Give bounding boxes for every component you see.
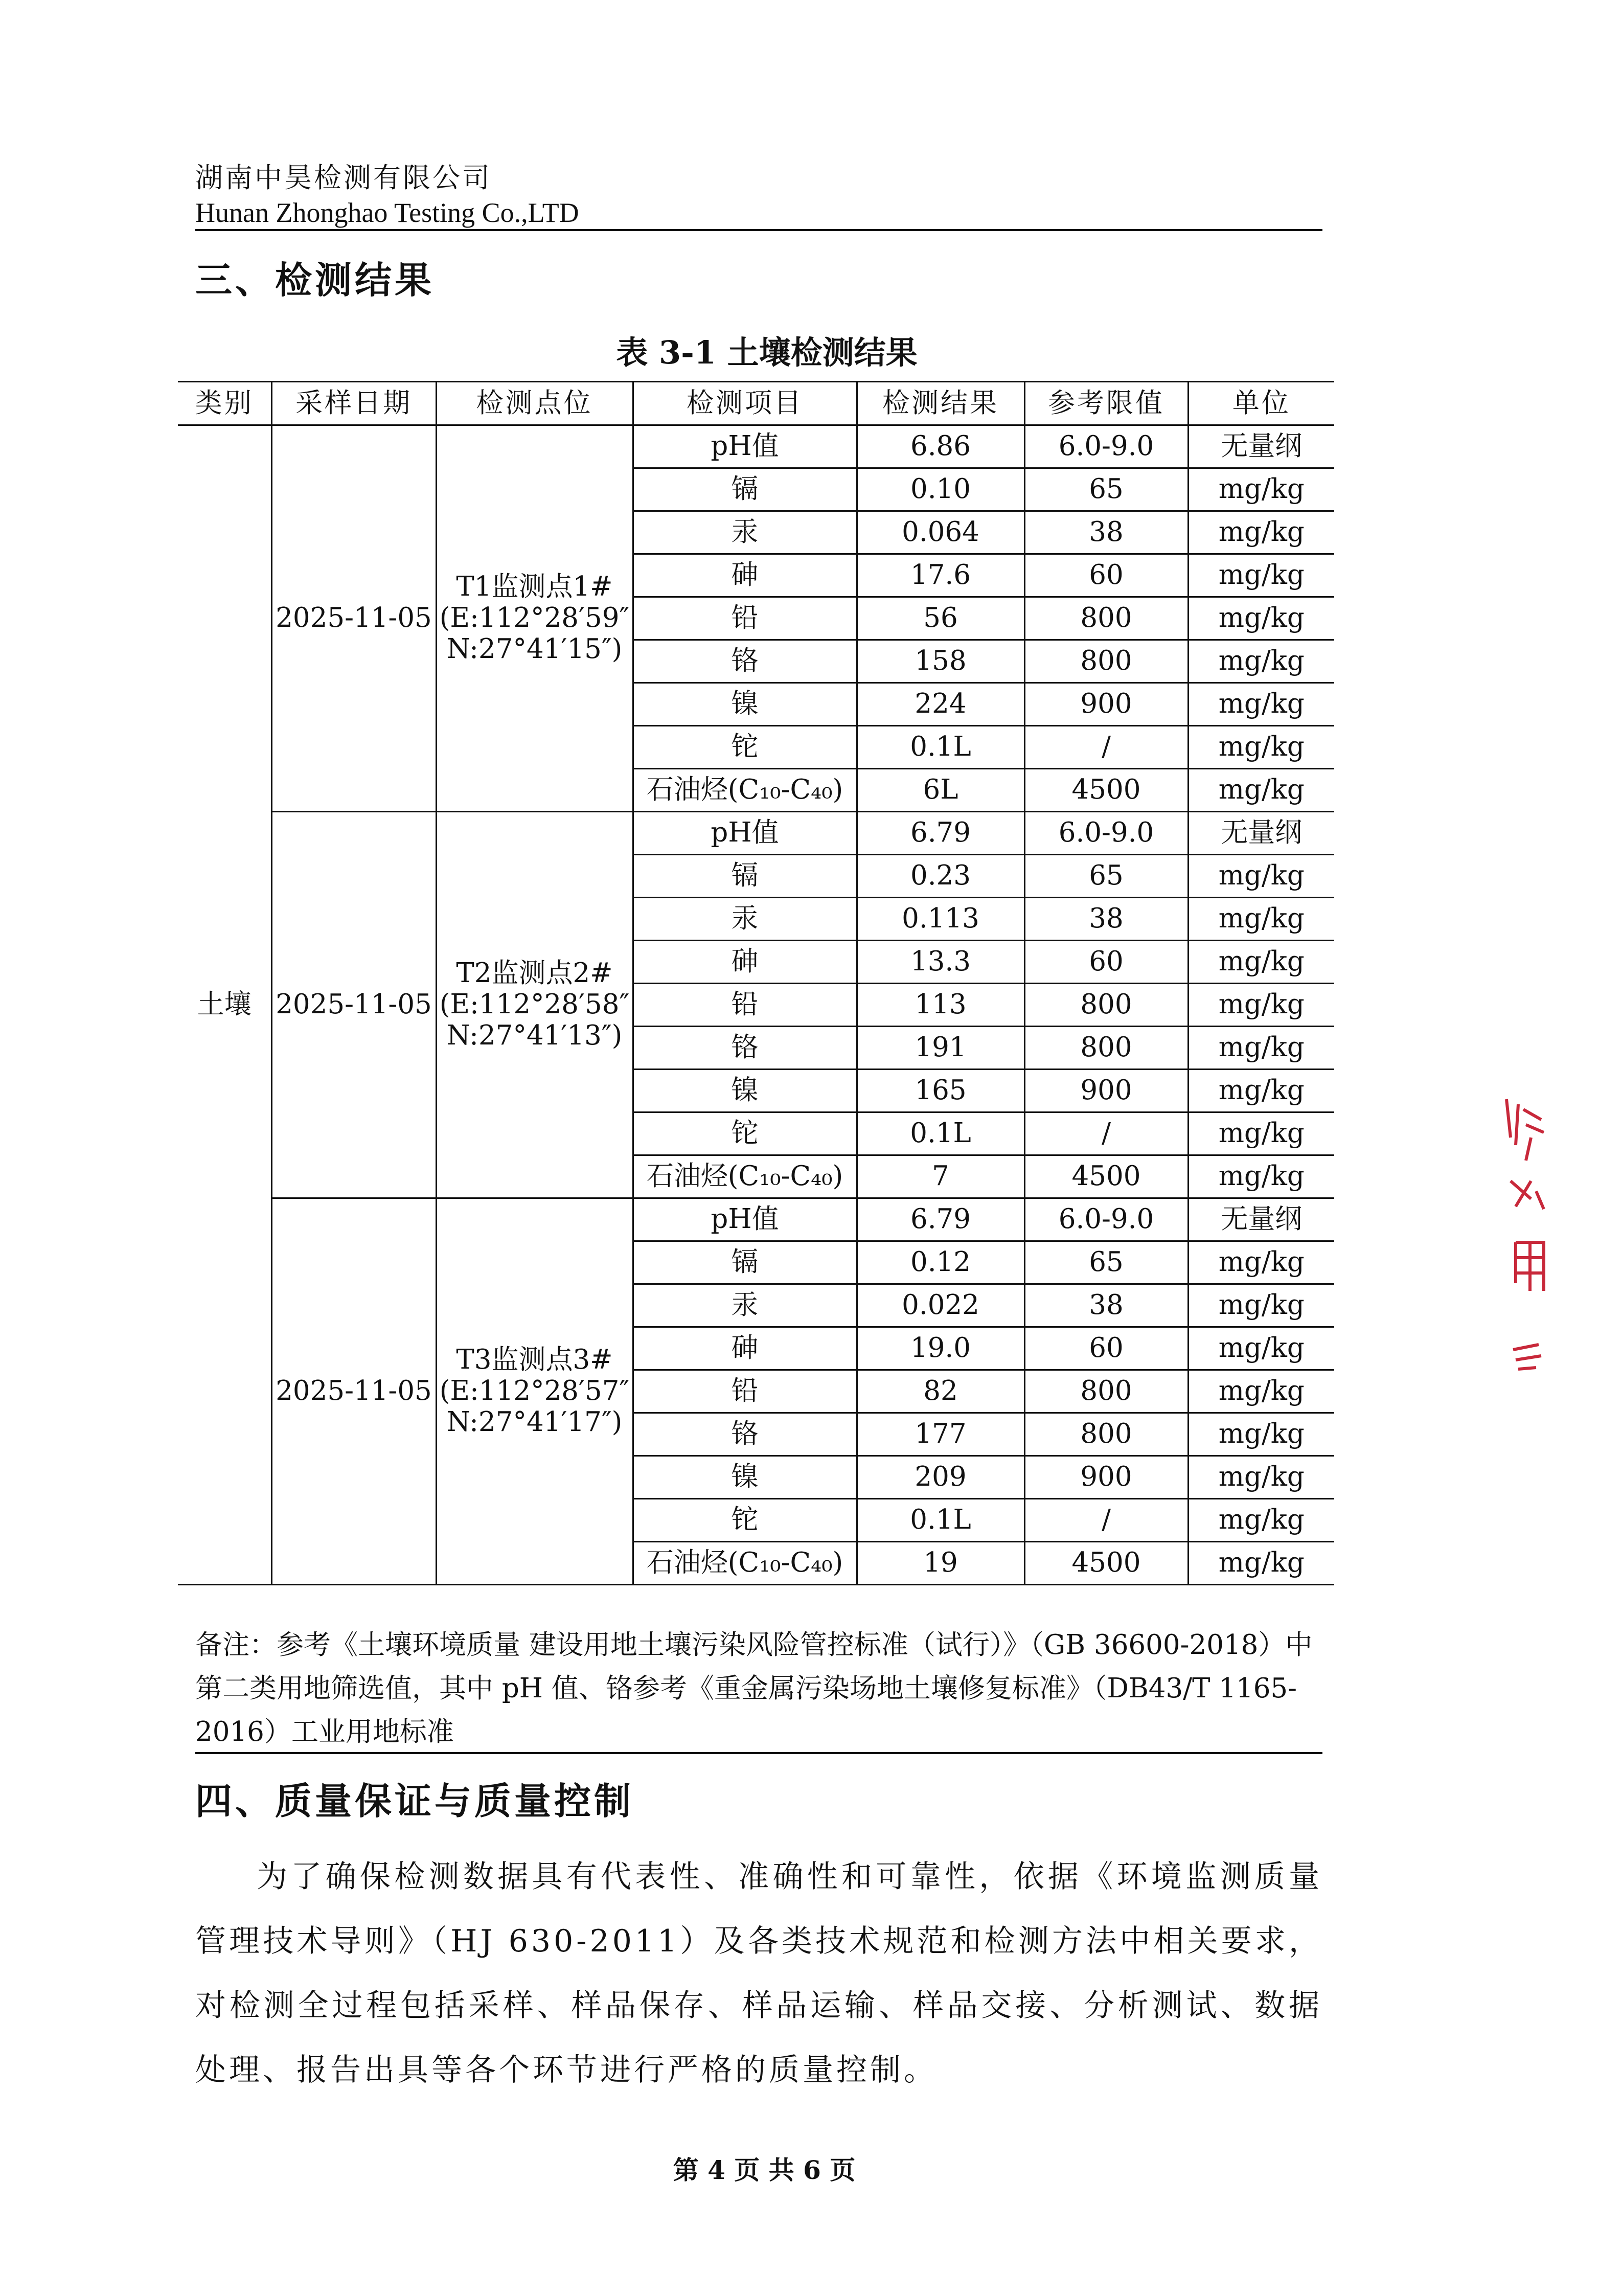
point-line: N:27°41′13″)	[446, 1019, 623, 1051]
limit-cell: 38	[1024, 511, 1188, 554]
unit-cell: mg/kg	[1188, 984, 1334, 1027]
unit-cell: 无量纲	[1188, 1198, 1334, 1241]
unit-cell: mg/kg	[1188, 468, 1334, 511]
company-name-en: Hunan Zhonghao Testing Co.,LTD	[195, 197, 579, 228]
test-item-cell: 汞	[633, 898, 857, 941]
result-cell: 209	[857, 1456, 1024, 1499]
test-item-cell: 砷	[633, 1327, 857, 1370]
unit-cell: mg/kg	[1188, 726, 1334, 769]
result-cell: 7	[857, 1155, 1024, 1198]
test-item-cell: 铊	[633, 726, 857, 769]
limit-cell: 900	[1024, 1456, 1188, 1499]
result-cell: 0.23	[857, 855, 1024, 898]
table-row	[178, 1198, 1334, 1241]
limit-cell: 800	[1024, 640, 1188, 683]
result-cell: 0.1L	[857, 1112, 1024, 1155]
unit-cell: mg/kg	[1188, 1413, 1334, 1456]
result-cell: 17.6	[857, 554, 1024, 597]
unit-cell: mg/kg	[1188, 1499, 1334, 1542]
result-cell: 82	[857, 1370, 1024, 1413]
limit-cell: 65	[1024, 1241, 1188, 1284]
qa-paragraph: 为了确保检测数据具有代表性、准确性和可靠性，依据《环境监测质量管理技术导则》（HJ 630-2011）及各类技术规范和检测方法中相关要求，对检测全过程包括采样、样品保存、样品运输、样品交接、分析测试、数据处理、报告出具等各个环节进行严格的质量控制。	[195, 1859, 1322, 2088]
unit-cell: mg/kg	[1188, 898, 1334, 941]
limit-cell: 38	[1024, 898, 1188, 941]
sample-date-cell: 2025-11-05	[271, 425, 436, 812]
result-cell: 0.064	[857, 511, 1024, 554]
header-item: 检测项目	[633, 382, 857, 425]
unit-cell: mg/kg	[1188, 1070, 1334, 1112]
test-item-cell: 铊	[633, 1499, 857, 1542]
header-point: 检测点位	[436, 382, 633, 425]
result-cell: 6.86	[857, 425, 1024, 468]
result-cell: 0.1L	[857, 726, 1024, 769]
result-cell: 0.12	[857, 1241, 1024, 1284]
unit-cell: mg/kg	[1188, 511, 1334, 554]
test-item-cell: 汞	[633, 1284, 857, 1327]
section-3-title: 三、检测结果	[195, 258, 435, 302]
note-rule	[195, 1752, 1322, 1754]
result-cell: 19.0	[857, 1327, 1024, 1370]
limit-cell: 900	[1024, 1070, 1188, 1112]
result-cell: 6.79	[857, 812, 1024, 855]
test-item-cell: 砷	[633, 554, 857, 597]
limit-cell: 800	[1024, 1413, 1188, 1456]
test-item-cell: pH值	[633, 812, 857, 855]
result-cell: 6L	[857, 769, 1024, 812]
limit-cell: 800	[1024, 984, 1188, 1027]
limit-cell: 60	[1024, 941, 1188, 984]
limit-cell: 65	[1024, 855, 1188, 898]
test-item-cell: pH值	[633, 425, 857, 468]
test-item-cell: 镍	[633, 683, 857, 726]
limit-cell: 6.0-9.0	[1024, 425, 1188, 468]
test-item-cell: 铅	[633, 1370, 857, 1413]
limit-cell: 4500	[1024, 1155, 1188, 1198]
unit-cell: 无量纲	[1188, 812, 1334, 855]
unit-cell: mg/kg	[1188, 640, 1334, 683]
test-item-cell: 石油烃(C₁₀-C₄₀)	[633, 1155, 857, 1198]
point-line: T3监测点3#	[456, 1344, 613, 1376]
test-item-cell: 镍	[633, 1456, 857, 1499]
test-item-cell: 石油烃(C₁₀-C₄₀)	[633, 769, 857, 812]
result-cell: 56	[857, 597, 1024, 640]
unit-cell: mg/kg	[1188, 1241, 1334, 1284]
result-cell: 0.022	[857, 1284, 1024, 1327]
test-item-cell: 铊	[633, 1112, 857, 1155]
test-item-cell: 铬	[633, 1413, 857, 1456]
header-rule	[195, 229, 1322, 231]
point-line: T2监测点2#	[456, 958, 613, 989]
result-cell: 0.113	[857, 898, 1024, 941]
test-item-cell: 砷	[633, 941, 857, 984]
unit-cell: 无量纲	[1188, 425, 1334, 468]
limit-cell: 4500	[1024, 1542, 1188, 1585]
table-row	[178, 812, 1334, 855]
header-unit: 单位	[1188, 382, 1334, 425]
limit-cell: 65	[1024, 468, 1188, 511]
category-cell: 土壤	[178, 425, 271, 1585]
test-item-cell: 铬	[633, 640, 857, 683]
unit-cell: mg/kg	[1188, 554, 1334, 597]
point-line: (E:112°28′57″	[439, 1375, 630, 1407]
result-cell: 191	[857, 1027, 1024, 1070]
monitoring-point-cell	[436, 1198, 633, 1585]
result-cell: 177	[857, 1413, 1024, 1456]
limit-cell: 800	[1024, 1027, 1188, 1070]
limit-cell: 6.0-9.0	[1024, 812, 1188, 855]
red-seal-stamp-icon	[1495, 1089, 1557, 1406]
test-item-cell: 镉	[633, 1241, 857, 1284]
unit-cell: mg/kg	[1188, 941, 1334, 984]
unit-cell: mg/kg	[1188, 1542, 1334, 1585]
result-cell: 224	[857, 683, 1024, 726]
limit-cell: 900	[1024, 683, 1188, 726]
sample-date-cell: 2025-11-05	[271, 1198, 436, 1585]
page-number: 第 4 页 共 6 页	[673, 2155, 856, 2185]
point-line: N:27°41′15″)	[446, 633, 623, 665]
limit-cell: 6.0-9.0	[1024, 1198, 1188, 1241]
unit-cell: mg/kg	[1188, 1456, 1334, 1499]
point-line: (E:112°28′58″	[439, 989, 630, 1020]
limit-cell: /	[1024, 1112, 1188, 1155]
result-cell: 19	[857, 1542, 1024, 1585]
unit-cell: mg/kg	[1188, 683, 1334, 726]
limit-cell: 60	[1024, 1327, 1188, 1370]
unit-cell: mg/kg	[1188, 1027, 1334, 1070]
sample-date-cell: 2025-11-05	[271, 812, 436, 1198]
limit-cell: 38	[1024, 1284, 1188, 1327]
test-item-cell: 铬	[633, 1027, 857, 1070]
point-line: T1监测点1#	[456, 571, 613, 603]
test-item-cell: 镉	[633, 855, 857, 898]
result-cell: 13.3	[857, 941, 1024, 984]
unit-cell: mg/kg	[1188, 769, 1334, 812]
section-4-title: 四、质量保证与质量控制	[195, 1779, 634, 1823]
unit-cell: mg/kg	[1188, 855, 1334, 898]
result-cell: 0.1L	[857, 1499, 1024, 1542]
test-item-cell: 铅	[633, 984, 857, 1027]
company-name-cn: 湖南中昊检测有限公司	[195, 162, 492, 194]
limit-cell: /	[1024, 1499, 1188, 1542]
unit-cell: mg/kg	[1188, 597, 1334, 640]
unit-cell: mg/kg	[1188, 1284, 1334, 1327]
limit-cell: /	[1024, 726, 1188, 769]
soil-results-table	[178, 381, 1334, 1585]
table-caption: 表 3-1 土壤检测结果	[616, 334, 918, 371]
limit-cell: 800	[1024, 1370, 1188, 1413]
limit-cell: 800	[1024, 597, 1188, 640]
point-line: (E:112°28′59″	[439, 602, 630, 634]
table-note: 备注：参考《土壤环境质量 建设用地土壤污染风险管控标准（试行）》（GB 36600-2018）中第二类用地筛选值，其中 pH 值、铬参考《重金属污染场地土壤修复标准》（DB43/T 1165-2016）工业用地标准	[195, 1629, 1313, 1747]
point-line: N:27°41′17″)	[446, 1406, 623, 1438]
result-cell: 165	[857, 1070, 1024, 1112]
unit-cell: mg/kg	[1188, 1370, 1334, 1413]
header-result: 检测结果	[857, 382, 1024, 425]
header-date: 采样日期	[271, 382, 436, 425]
test-item-cell: 镍	[633, 1070, 857, 1112]
test-item-cell: pH值	[633, 1198, 857, 1241]
limit-cell: 60	[1024, 554, 1188, 597]
result-cell: 0.10	[857, 468, 1024, 511]
table-header-row	[178, 382, 1334, 425]
test-item-cell: 铅	[633, 597, 857, 640]
table-row	[178, 425, 1334, 468]
result-cell: 158	[857, 640, 1024, 683]
header-limit: 参考限值	[1024, 382, 1188, 425]
limit-cell: 4500	[1024, 769, 1188, 812]
monitoring-point-cell	[436, 425, 633, 812]
test-item-cell: 石油烃(C₁₀-C₄₀)	[633, 1542, 857, 1585]
unit-cell: mg/kg	[1188, 1327, 1334, 1370]
result-cell: 113	[857, 984, 1024, 1027]
result-cell: 6.79	[857, 1198, 1024, 1241]
unit-cell: mg/kg	[1188, 1155, 1334, 1198]
monitoring-point-cell	[436, 812, 633, 1198]
test-item-cell: 镉	[633, 468, 857, 511]
test-item-cell: 汞	[633, 511, 857, 554]
unit-cell: mg/kg	[1188, 1112, 1334, 1155]
header-category: 类别	[178, 382, 271, 425]
